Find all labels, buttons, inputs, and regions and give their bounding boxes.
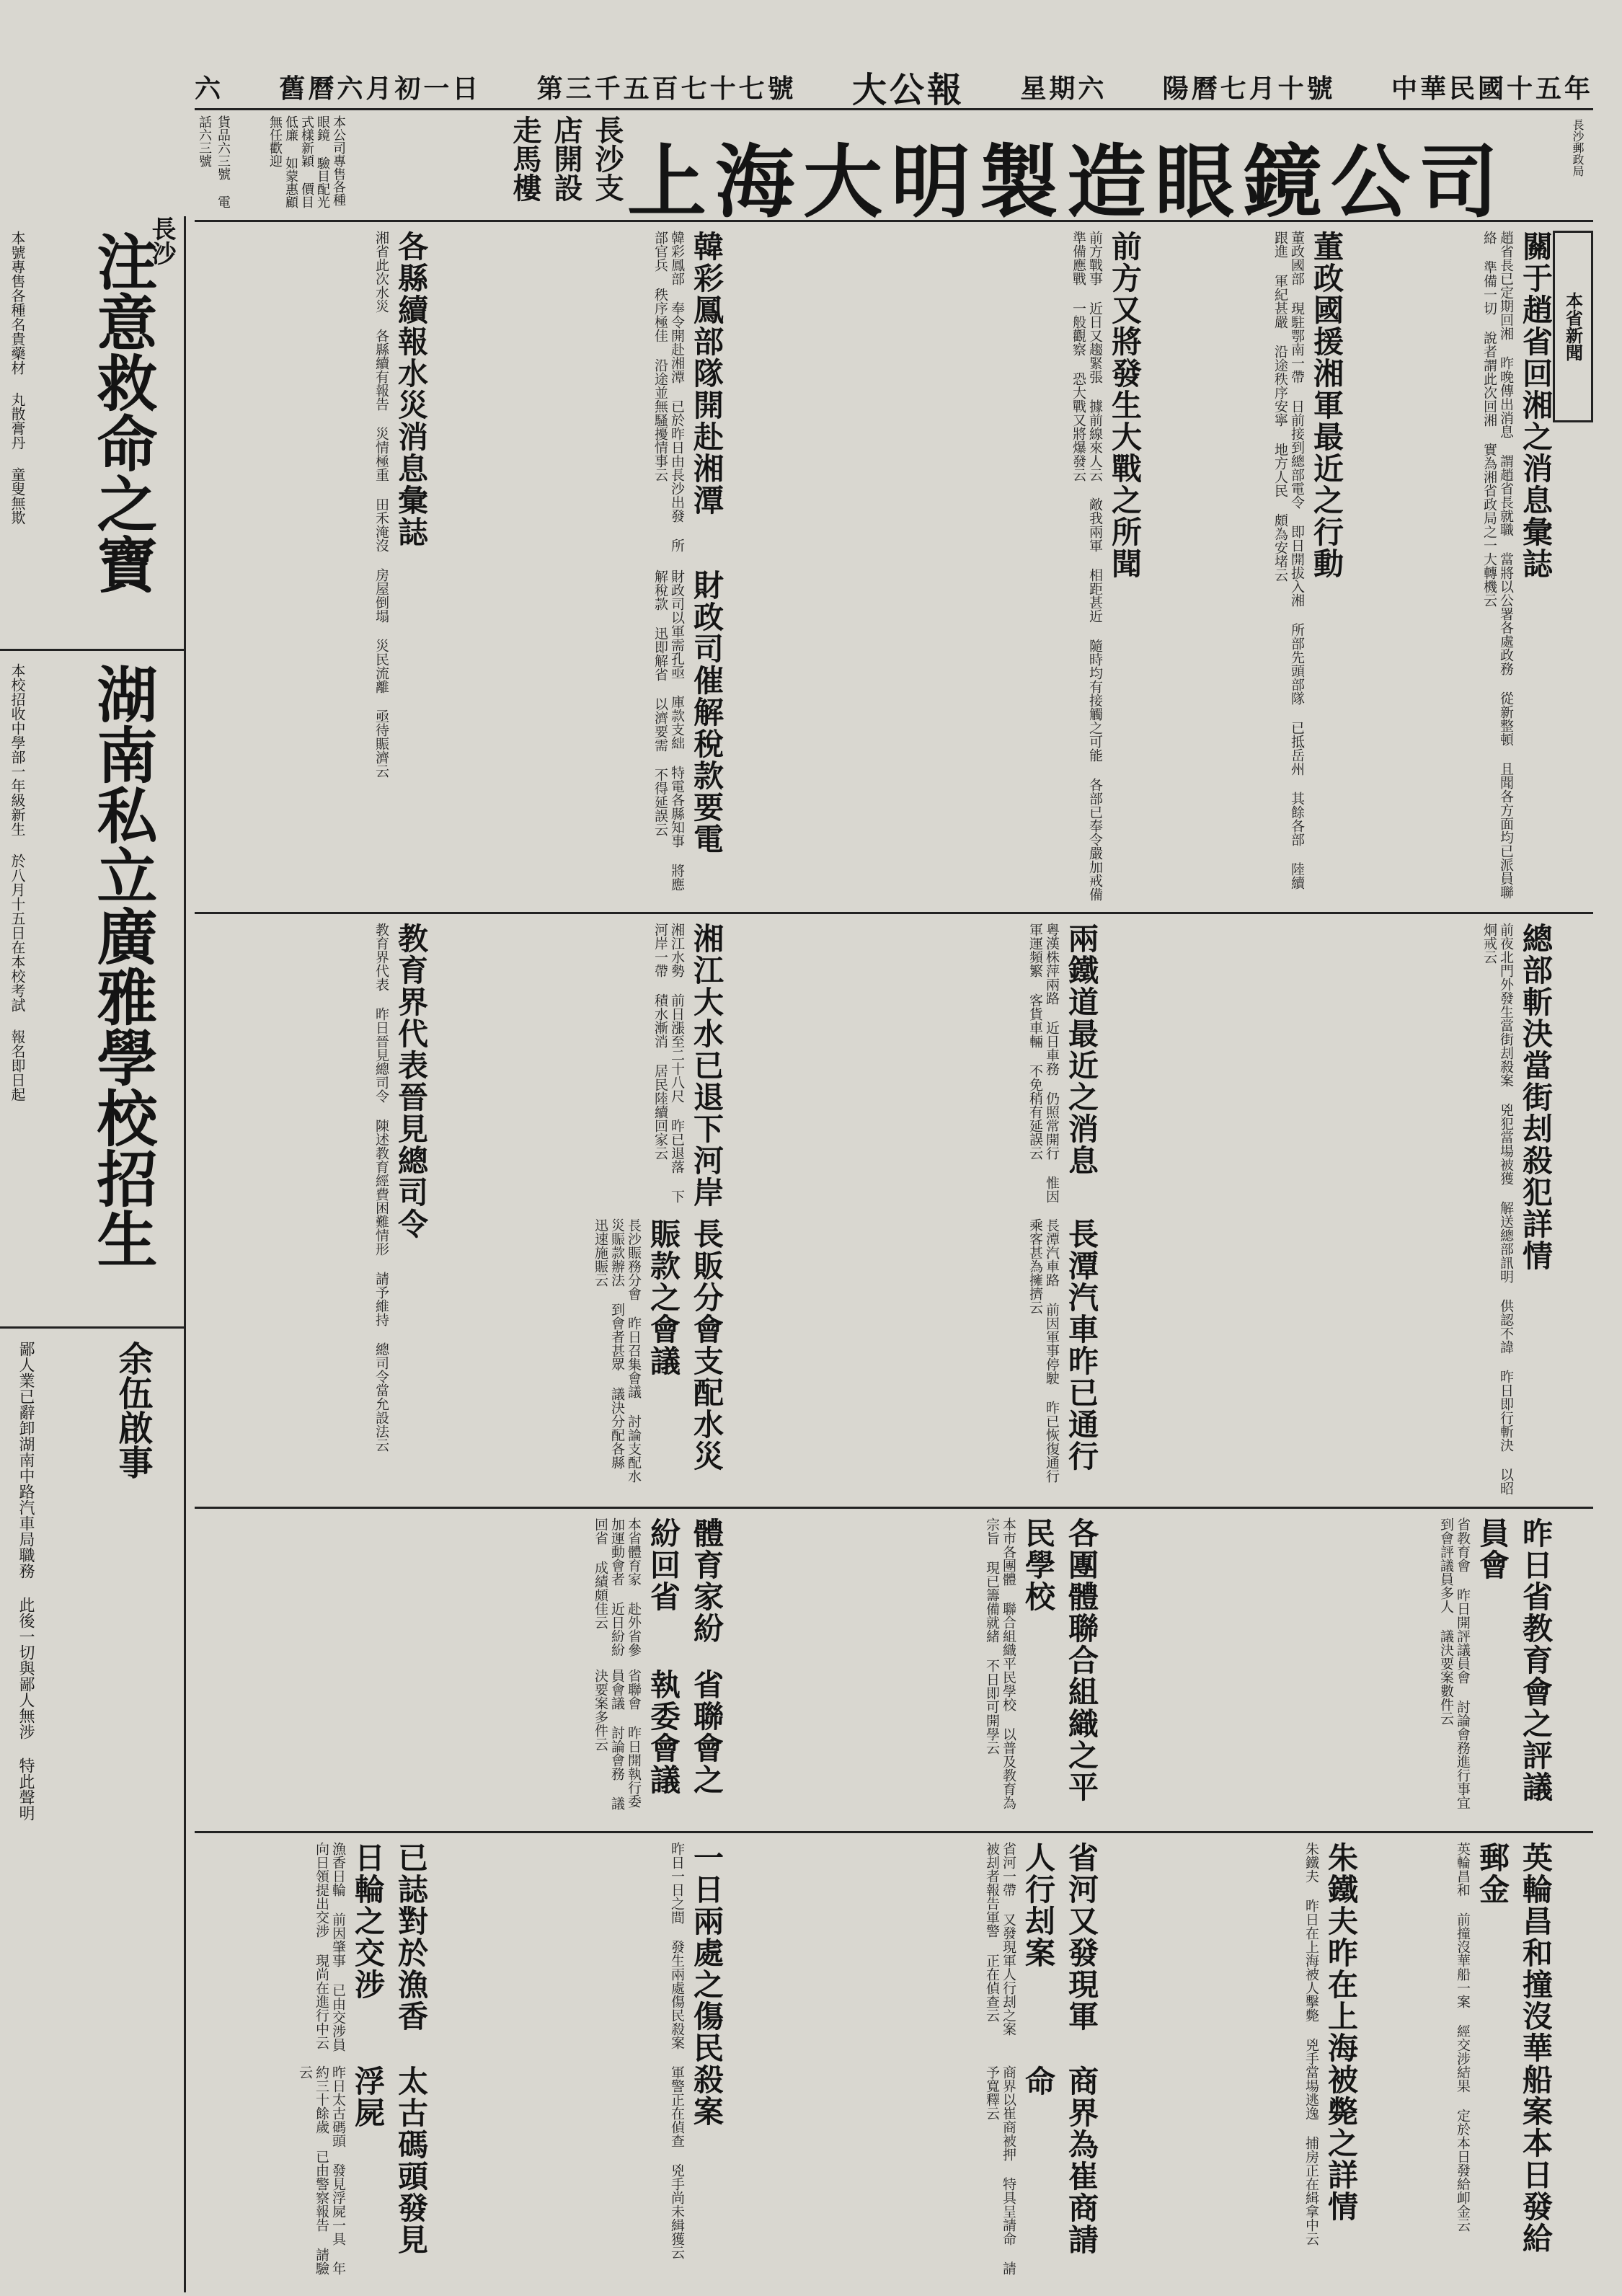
article-headline: 體育家紛紛回省 [646,1517,724,1644]
article [735,923,1103,1211]
date-lunar: 舊曆六月初一日 [279,73,482,104]
article-headline: 長潭汽車昨已通行 [1064,1218,1099,1472]
article [735,1517,1103,1820]
article [440,1842,728,2282]
article-body: 前夜北門外發生當街刦殺案 兇犯當場被獲 解送總部訊明 供認不諱 昨日即行斬決 以昭炯戒云 [1481,923,1514,1495]
article-body: 湘江水勢 前日漲至二十八尺 昨已退落 下河岸一帶 積水漸消 居民陸續回家云 [652,923,685,1203]
strip-ad-title: 注意救命之寶 [87,231,159,594]
article [440,923,728,1211]
ad-branch [505,115,628,216]
article-body: 漁香日輪 前因肇事 已由交涉員 向日領提出交涉 現尚在進行中云 [314,1842,346,2052]
article-headline: 省聯會之執委會議 [646,1669,724,1796]
strip-notice-title: 余伍啟事 [112,1341,153,1479]
article-headline: 省河又發現軍人行刦案 [1021,1842,1099,2032]
article-body: 昨日一日之間 發生兩處傷民殺案 軍警正在偵查 兇手尚未緝獲云 [669,1842,685,2259]
article-body: 朱鐵夫 昨日在上海被人擊斃 兇手當場逃逸 捕房正在緝拿中云 [1303,1842,1319,2246]
strip-rule [0,1326,184,1329]
strip-rule [0,649,184,651]
article-headline: 各縣續報水災消息彙誌 [394,231,429,548]
article-headline: 太古碼頭發見浮屍 [350,2065,429,2256]
article-body: 董政國部 現駐鄂南一帶 日前接到總部電令 即日開拔入湘 所部先頭部隊 已抵岳州 其餘各部 陸續跟進 軍紀甚嚴 沿途秩序安寧 地方人民 頗為安堵云 [1272,231,1305,890]
tier-rule [195,1507,1593,1509]
strip-school-title: 湖南私立廣雅學校招生 [87,663,159,1269]
article-body: 省聯會 昨日開執行委員會議 討論會務 議決要案多件云 [593,1669,642,1810]
article-headline: 朱鐵夫昨在上海被斃之詳情 [1324,1842,1359,2222]
strip-notice-body: 鄙人業已辭卸湖南中路汽車局職務 此後一切與鄙人無涉 特此聲明 [17,1341,35,1821]
article-body: 省教育會 昨日開評議員會 討論會務進行事宜 到會評議員多人 議決要案數件云 [1438,1517,1471,1809]
date-roc: 中華民國十五年 [1391,73,1593,104]
ad-headline: 上海大明製造眼鏡公司 [627,136,1507,229]
date-solar: 陽曆七月十號 [1162,73,1336,104]
article-body: 教育界代表 昨日晉見總司令 陳述教育經費困難情形 請予維持 總司令當允設法云 [373,923,389,1452]
article-headline: 英輪昌和撞沒華船案本日發給郵金 [1475,1842,1554,2254]
article-body: 前方戰事 近日又趨緊張 據前線來人云 敵我兩軍 相距甚近 隨時均有接觸之可能 各部已奉令嚴加戒備 準備應戰 一般觀察 恐大戰又將爆發云 [1071,231,1103,901]
article-headline: 商界為崔商請命 [1021,2065,1099,2256]
article-headline: 韓彩鳳部隊開赴湘潭 [689,231,724,516]
page-mark: 六 [195,73,224,104]
ad-branch-line: 店開設 [549,115,583,202]
article-headline: 前方又將發生大戰之所聞 [1107,231,1143,580]
article-headline: 教育界代表晉見總司令 [394,923,429,1240]
article [1110,923,1557,1496]
article [1110,1517,1557,1820]
ad-branch-line: 走馬樓 [508,115,542,202]
article-headline: 一日兩處之傷民殺案 [689,1842,724,2127]
tier-rule [195,1831,1593,1833]
section-label: 本省新聞 [1553,231,1593,422]
issue-number: 第三千五百七十七號 [536,73,797,104]
article-body: 韓彩鳳部 奉令開赴湘潭 已於昨日由長沙出發 所部官兵 秩序極佳 沿途並無騷擾情事云 [652,231,685,552]
strip-ad-body: 本號專售各種名貴藥材 丸散膏丹 童叟無欺 [9,231,26,525]
left-ad-strip [0,216,186,2292]
article [1355,231,1557,901]
paper-name: 大公報 [851,69,965,110]
article [735,1218,1103,1496]
article-headline: 各團體聯合組織之平民學校 [1021,1517,1099,1803]
article-body: 商界以崔商被押 特具呈請命 請予寬釋云 [984,2065,1016,2275]
article [195,231,433,901]
article [735,231,1146,901]
article-headline: 財政司催解稅款要電 [689,569,724,855]
article-body: 長潭汽車路 前因軍事停駛 昨已恢復通行 乘客甚為擁擠云 [1027,1218,1060,1483]
article [735,1842,1103,2058]
article-headline: 已誌對於漁香日輪之交涉 [350,1842,429,2032]
ad-banner [195,112,1593,229]
article [735,2065,1103,2282]
article-body: 昨日太古碼頭 發見浮屍一具 年約三十餘歲 已由警察報告 請驗云 [297,2065,346,2275]
ad-notice: 本公司專售各種眼鏡 驗目配光 式樣新穎 價目低廉 如蒙惠顧 無任歡迎 [267,115,346,208]
article-body: 英輪昌和 前撞沒華船一案 經交涉結果 定於本日發給卹金云 [1455,1842,1471,2232]
masthead [195,65,1593,110]
strip-top-label: 長沙 [147,216,176,265]
article [440,1669,728,1820]
article-body: 本市各團體 聯合組織平民學校 以普及教育為宗旨 現已籌備就緒 不日即可開學云 [984,1517,1016,1809]
ad-notice-left: 貨品六三號 電話六三號 [197,115,231,208]
article-body: 長沙賑務分會 昨日召集會議 討論支配水災賑款辦法 到會者甚眾 議決分配各縣 迅速施賑云 [593,1218,642,1483]
article-headline: 湘江大水已退下河岸 [689,923,724,1208]
article [440,1218,728,1496]
article [1370,1842,1557,2282]
article-body: 省河一帶 又發現軍人行刦之案 被刦者報告軍警 正在偵查云 [984,1842,1016,2036]
article-body: 趙省長已定期回湘 昨晚傳出消息 謂趙省長就職 當將以公署各處政務 從新整頓 且聞各方面均已派員聯絡 準備一切 說者謂此次回湘 實為湘省政局之一大轉機云 [1481,231,1514,899]
ad-tag: 長沙郵政局 [1571,119,1585,177]
article-headline: 昨日省教育會之評議員會 [1475,1517,1554,1803]
strip-school-body: 本校招收中學部一年級新生 於八月十五日在本校考試 報名即日起 [9,663,26,1102]
tier-rule [195,912,1593,914]
ad-branch-line: 長沙支 [590,115,624,202]
article [195,1842,433,2058]
article-body: 財政司以軍需孔亟 庫款支絀 特電各縣知事 將應解稅款 迅即解省 以濟要需 不得延誤云 [652,569,685,891]
article [195,2065,433,2282]
article-headline: 董政國援湘軍最近之行動 [1309,231,1344,580]
article [440,569,728,901]
article-headline: 長販分會支配水災賑款之會議 [646,1218,724,1472]
article [440,231,728,562]
article-body: 湘省此次水災 各縣續有報告 災情極重 田禾淹沒 房屋倒塌 災民流離 亟待賑濟云 [373,231,389,778]
article [1153,231,1348,901]
article-headline: 兩鐵道最近之消息 [1064,923,1099,1176]
article [1110,1842,1362,2282]
article-headline: 關于趙省回湘之消息彙誌 [1518,231,1554,580]
article-body: 粵漢株萍兩路 近日車務 仍照常開行 惟因軍運頻繁 客貨車輛 不免稍有延誤云 [1027,923,1060,1203]
weekday: 星期六 [1020,73,1107,104]
article-body: 本省體育家 赴外省參加運動會者 近日紛紛回省 成績頗佳云 [593,1517,642,1657]
article-headline: 總部斬決當街刦殺犯詳情 [1518,923,1554,1272]
article [440,1517,728,1662]
article [195,923,433,1496]
